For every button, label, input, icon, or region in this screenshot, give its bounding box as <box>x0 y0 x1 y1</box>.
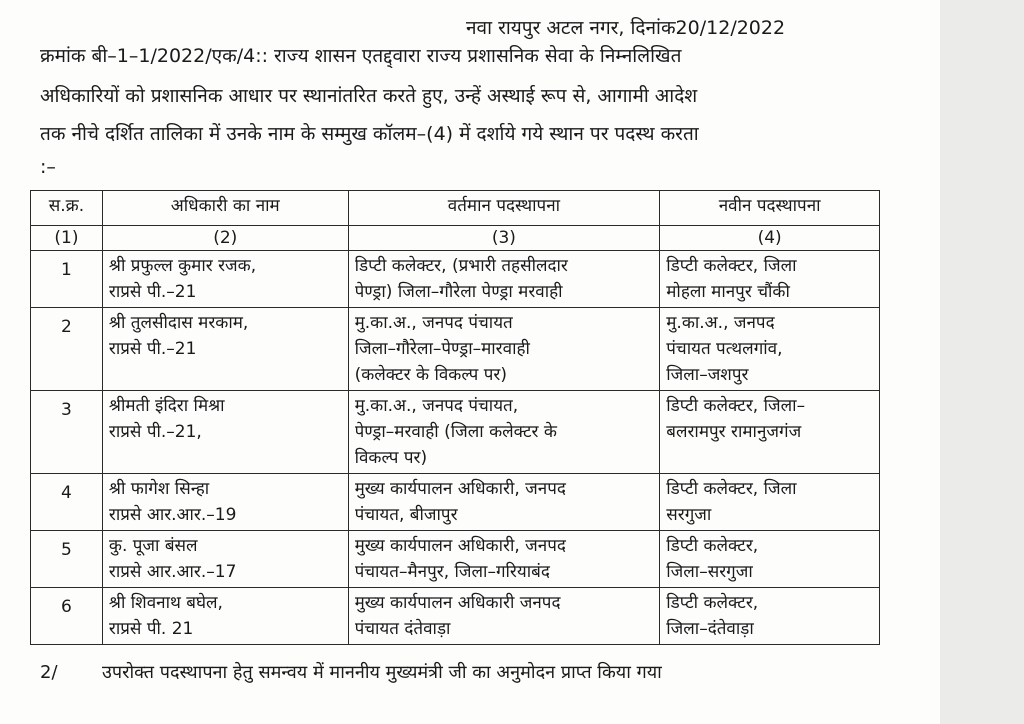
cell-officer-name-line: राप्रसे पी. 21 <box>108 619 194 639</box>
cell-current-posting-line: डिप्टी कलेक्टर, (प्रभारी तहसीलदार <box>354 256 568 276</box>
table-column-number-row <box>31 226 880 251</box>
table-header-row <box>31 191 880 226</box>
cell-current-posting-line: मुख्य कार्यपालन अधिकारी, जनपद <box>354 479 566 499</box>
cell-current-posting <box>348 308 660 391</box>
page-margin <box>940 0 1024 724</box>
cell-officer-name <box>102 474 348 531</box>
cell-current-posting <box>348 531 660 588</box>
cell-current-posting-line: पेण्ड्रा) जिला–गौरेला पेण्ड्रा मरवाही <box>354 282 563 302</box>
cell-current-posting-line: (कलेक्टर के विकल्प पर) <box>354 365 507 385</box>
table-row <box>31 474 880 531</box>
cell-officer-name-line: श्री प्रफुल्ल कुमार रजक, <box>108 256 257 276</box>
cell-officer-name-line: राप्रसे आर.आर.–19 <box>108 505 237 525</box>
cell-current-posting-line: पेण्ड्रा–मरवाही (जिला कलेक्टर के <box>354 422 557 442</box>
cell-current-posting-line: मुख्य कार्यपालन अधिकारी, जनपद <box>354 536 566 556</box>
cell-officer-name <box>102 588 348 645</box>
cell-current-posting-line: मु.का.अ., जनपद पंचायत, <box>354 396 519 416</box>
col-number-3: (3) <box>348 226 660 251</box>
col-number-1: (1) <box>31 226 103 251</box>
transfer-table <box>30 190 880 645</box>
cell-current-posting-line: पंचायत, बीजापुर <box>354 505 458 525</box>
cell-serial: 1 <box>31 251 103 308</box>
cell-officer-name-line: श्री फागेश सिन्हा <box>108 479 210 499</box>
cell-current-posting-line: पंचायत–मैनपुर, जिला–गरियाबंद <box>354 562 550 582</box>
cell-new-posting-line: जिला–जशपुर <box>666 365 749 385</box>
cell-new-posting-line: डिप्टी कलेक्टर, जिला <box>666 256 797 276</box>
cell-current-posting-line: मुख्य कार्यपालन अधिकारी जनपद <box>354 593 561 613</box>
table-row <box>31 588 880 645</box>
cell-officer-name-line: श्री शिवनाथ बघेल, <box>108 593 223 613</box>
cell-officer-name-line: कु. पूजा बंसल <box>108 536 198 556</box>
order-text-line-3: तक नीचे दर्शित तालिका में उनके नाम के सम्मुख कॉलम–(4) में दर्शाये गये स्थान पर पदस्थ करता <box>40 123 699 145</box>
cell-current-posting <box>348 474 660 531</box>
cell-new-posting-line: मोहला मानपुर चौंकी <box>666 282 790 302</box>
cell-officer-name-line: राप्रसे पी.–21 <box>108 339 197 359</box>
place-date-line: नवा रायपुर अटल नगर, दिनांक20/12/2022 <box>466 17 786 39</box>
paragraph-number: 2/ <box>40 662 58 683</box>
cell-new-posting <box>660 391 880 474</box>
cell-officer-name <box>102 251 348 308</box>
cell-new-posting <box>660 308 880 391</box>
cell-current-posting-line: मु.का.अ., जनपद पंचायत <box>354 313 513 333</box>
order-text-line-2: अधिकारियों को प्रशासनिक आधार पर स्थानांतरित करते हुए, उन्हें अस्थाई रूप से, आगामी आदेश <box>40 85 698 107</box>
cell-officer-name-line: श्री तुलसीदास मरकाम, <box>108 313 249 333</box>
footer-text: उपरोक्त पदस्थापना हेतु समन्वय में माननीय मुख्यमंत्री जी का अनुमोदन प्राप्त किया गया <box>102 662 662 683</box>
cell-new-posting-line: डिप्टी कलेक्टर, <box>666 593 759 613</box>
col-number-2: (2) <box>102 226 348 251</box>
cell-serial: 2 <box>31 308 103 391</box>
cell-current-posting-line: पंचायत दंतेवाड़ा <box>354 619 451 639</box>
footer-note <box>40 660 662 684</box>
cell-current-posting <box>348 391 660 474</box>
cell-new-posting-line: जिला–सरगुजा <box>666 562 753 582</box>
cell-serial: 5 <box>31 531 103 588</box>
cell-new-posting-line: डिप्टी कलेक्टर, जिला– <box>666 396 806 416</box>
cell-new-posting-line: डिप्टी कलेक्टर, <box>666 536 759 556</box>
cell-new-posting-line: डिप्टी कलेक्टर, जिला <box>666 479 797 499</box>
cell-new-posting <box>660 531 880 588</box>
cell-current-posting <box>348 588 660 645</box>
cell-new-posting-line: जिला–दंतेवाड़ा <box>666 619 754 639</box>
header-serial: स.क्र. <box>31 191 103 226</box>
cell-officer-name <box>102 308 348 391</box>
order-text-line-4: :– <box>40 156 56 178</box>
cell-officer-name-line: श्रीमती इंदिरा मिश्रा <box>108 396 225 416</box>
table-row <box>31 531 880 588</box>
cell-new-posting-line: बलरामपुर रामानुजगंज <box>666 422 802 442</box>
cell-officer-name-line: राप्रसे आर.आर.–17 <box>108 562 237 582</box>
table-row <box>31 251 880 308</box>
cell-new-posting <box>660 474 880 531</box>
header-new-posting: नवीन पदस्थापना <box>660 191 880 226</box>
cell-serial: 6 <box>31 588 103 645</box>
cell-new-posting-line: सरगुजा <box>666 505 712 525</box>
table-row <box>31 391 880 474</box>
cell-new-posting <box>660 588 880 645</box>
cell-officer-name-line: राप्रसे पी.–21 <box>108 282 197 302</box>
cell-new-posting-line: मु.का.अ., जनपद <box>666 313 775 333</box>
cell-officer-name-line: राप्रसे पी.–21, <box>108 422 202 442</box>
cell-new-posting-line: पंचायत पत्थलगांव, <box>666 339 783 359</box>
header-current-posting: वर्तमान पदस्थापना <box>348 191 660 226</box>
cell-current-posting-line: जिला–गौरेला–पेण्ड्रा–मारवाही <box>354 339 530 359</box>
order-text-line-1: क्रमांक बी–1–1/2022/एक/4:: राज्य शासन एतद्द्वारा राज्य प्रशासनिक सेवा के निम्नलिखित <box>40 45 682 67</box>
table-row <box>31 308 880 391</box>
cell-current-posting <box>348 251 660 308</box>
cell-officer-name <box>102 391 348 474</box>
cell-current-posting-line: विकल्प पर) <box>354 448 428 468</box>
cell-new-posting <box>660 251 880 308</box>
cell-serial: 4 <box>31 474 103 531</box>
cell-serial: 3 <box>31 391 103 474</box>
cell-officer-name <box>102 531 348 588</box>
header-officer-name: अधिकारी का नाम <box>102 191 348 226</box>
col-number-4: (4) <box>660 226 880 251</box>
